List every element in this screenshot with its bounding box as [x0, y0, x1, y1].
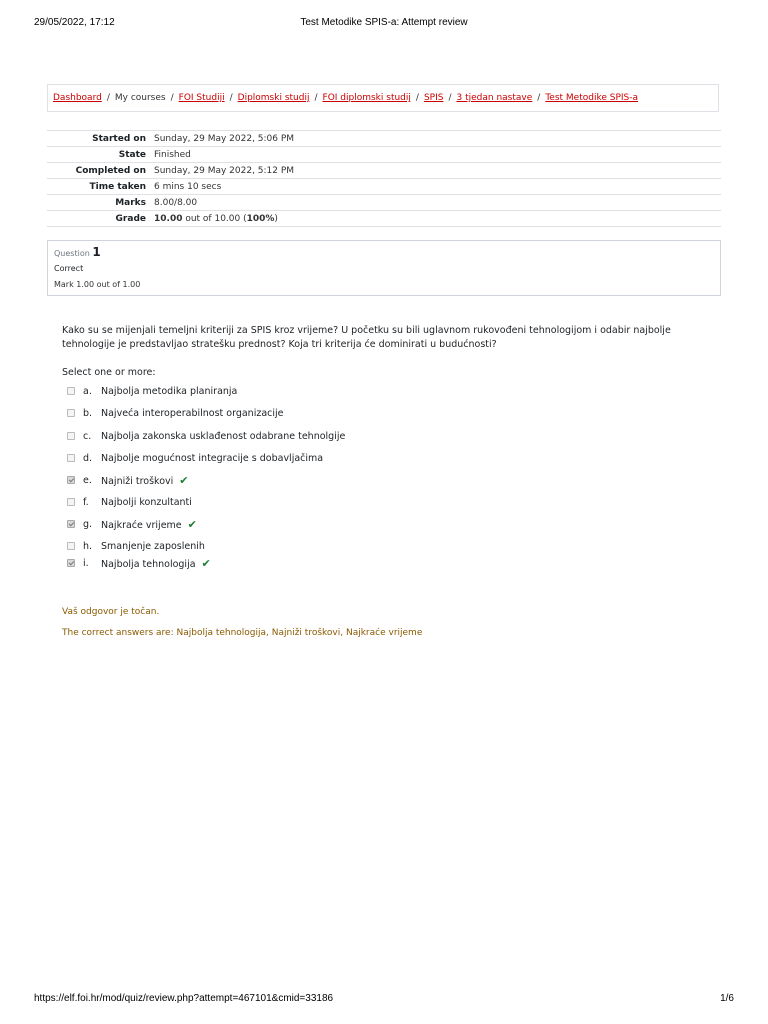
answer-label: Najveća interoperabilnost organizacije: [101, 407, 284, 419]
print-title: Test Metodike SPIS-a: Attempt review: [300, 17, 468, 28]
print-header: [0, 17, 768, 31]
breadcrumb-test-metodike[interactable]: Test Metodike SPIS-a: [545, 93, 639, 103]
answer-label: Smanjenje zaposlenih: [101, 540, 205, 552]
attempt-summary-table: [47, 130, 721, 227]
answer-label: Najbolja tehnologija: [101, 558, 196, 570]
answer-label: Najniži troškovi: [101, 475, 174, 487]
breadcrumb-3-tjedan[interactable]: 3 tjedan nastave: [456, 93, 533, 103]
summary-label: State: [47, 147, 150, 163]
summary-value: Sunday, 29 May 2022, 5:06 PM: [150, 131, 721, 147]
question-number-value: 1: [92, 245, 101, 259]
question-label: Question: [54, 249, 90, 258]
breadcrumb-my-courses: My courses: [114, 93, 166, 103]
summary-label: Time taken: [47, 179, 150, 195]
checkbox-icon: [67, 559, 75, 567]
answer-letter: g.: [83, 518, 93, 530]
breadcrumb-separator: /: [537, 93, 541, 103]
breadcrumb-foi-diplomski-studij[interactable]: FOI diplomski studij: [322, 93, 411, 103]
summary-label: Marks: [47, 195, 150, 211]
answer-letter: f.: [83, 496, 89, 508]
breadcrumb-separator: /: [106, 93, 110, 103]
breadcrumb-separator: /: [314, 93, 318, 103]
question-info-box: [47, 240, 721, 296]
answer-text: [101, 453, 323, 464]
answer-option: [67, 429, 346, 443]
breadcrumb-separator: /: [229, 93, 233, 103]
summary-label: Completed on: [47, 163, 150, 179]
breadcrumb-spis[interactable]: SPIS: [423, 93, 444, 103]
answer-option: [67, 495, 192, 509]
summary-row-marks: [47, 195, 721, 211]
feedback-text: Vaš odgovor je točan.: [62, 607, 160, 617]
summary-value: Finished: [150, 147, 721, 163]
print-page-number: 1/6: [720, 993, 734, 1004]
grade-close: ): [274, 213, 278, 224]
answer-text: [101, 518, 197, 531]
answer-option: [67, 539, 205, 553]
checkmark-icon: ✔: [201, 556, 211, 570]
answer-prompt: Select one or more:: [62, 367, 156, 378]
summary-value: [150, 211, 721, 227]
checkbox-icon: [67, 454, 75, 462]
answer-text: [101, 474, 189, 487]
answer-letter: a.: [83, 385, 92, 397]
breadcrumb-separator: /: [170, 93, 174, 103]
breadcrumb-separator: /: [415, 93, 419, 103]
summary-label: Started on: [47, 131, 150, 147]
answer-text: [101, 386, 237, 397]
grade-percent: 100%: [246, 213, 275, 224]
summary-row-started: [47, 131, 721, 147]
summary-row-completed: [47, 163, 721, 179]
summary-row-grade: [47, 211, 721, 227]
answer-option: [67, 406, 284, 420]
answer-label: Najbolja metodika planiranja: [101, 385, 238, 397]
breadcrumb-separator: /: [448, 93, 452, 103]
correct-answers-text: The correct answers are: Najbolja tehnologija, Najniži troškovi, Najkraće vrijeme: [62, 628, 423, 638]
checkmark-icon: ✔: [187, 517, 197, 531]
print-footer: [0, 993, 768, 1007]
checkbox-icon: [67, 387, 75, 395]
summary-value: 6 mins 10 secs: [150, 179, 721, 195]
answer-label: Najbolja zakonska usklađenost odabrane tehnolgije: [101, 430, 346, 442]
answer-option: [67, 384, 238, 398]
breadcrumb: [47, 84, 719, 112]
checkmark-icon: ✔: [179, 473, 189, 487]
answer-option: [67, 517, 197, 531]
summary-row-state: [47, 147, 721, 163]
answer-option: [67, 556, 211, 570]
summary-label: Grade: [47, 211, 150, 227]
answer-letter: i.: [83, 557, 89, 569]
summary-row-time: [47, 179, 721, 195]
answer-letter: c.: [83, 430, 92, 442]
answer-text: [101, 541, 205, 552]
breadcrumb-diplomski-studij[interactable]: Diplomski studij: [237, 93, 310, 103]
question-number: [54, 245, 714, 259]
summary-value: Sunday, 29 May 2022, 5:12 PM: [150, 163, 721, 179]
answer-letter: d.: [83, 452, 93, 464]
print-url: https://elf.foi.hr/mod/quiz/review.php?attempt=467101&cmid=33186: [34, 993, 334, 1004]
answer-text: [101, 497, 192, 508]
grade-value: 10.00: [154, 213, 183, 224]
answer-option: [67, 473, 189, 487]
print-datetime: 29/05/2022, 17:12: [34, 17, 115, 28]
checkbox-icon: [67, 520, 75, 528]
answer-text: [101, 408, 284, 419]
summary-value: 8.00/8.00: [150, 195, 721, 211]
question-text: Kako su se mijenjali temeljni kriteriji za SPIS kroz vrijeme? U početku su bili uglavnom rukovođeni tehnologijom i odabir najbolje tehnologije je predstavljao stratešku prednost? Koja tri kriterija će dominirati u budućnosti?: [62, 325, 671, 350]
answer-letter: h.: [83, 540, 93, 552]
checkbox-icon: [67, 432, 75, 440]
checkbox-icon: [67, 498, 75, 506]
answer-text: [101, 431, 345, 442]
answer-letter: e.: [83, 474, 92, 486]
answer-label: Najkraće vrijeme: [101, 519, 182, 531]
answer-label: Najbolje mogućnost integracije s dobavljačima: [101, 452, 324, 464]
answer-letter: b.: [83, 407, 93, 419]
checkbox-icon: [67, 409, 75, 417]
answer-label: Najbolji konzultanti: [101, 496, 192, 508]
answer-text: [101, 557, 211, 570]
question-mark: Mark 1.00 out of 1.00: [54, 280, 141, 289]
breadcrumb-dashboard[interactable]: Dashboard: [53, 93, 102, 103]
breadcrumb-foi-studiji[interactable]: FOI Studiji: [178, 93, 225, 103]
checkbox-icon: [67, 476, 75, 484]
answer-option: [67, 451, 324, 465]
checkbox-icon: [67, 542, 75, 550]
question-state: Correct: [54, 264, 84, 273]
grade-outof: out of 10.00 (: [182, 213, 247, 224]
